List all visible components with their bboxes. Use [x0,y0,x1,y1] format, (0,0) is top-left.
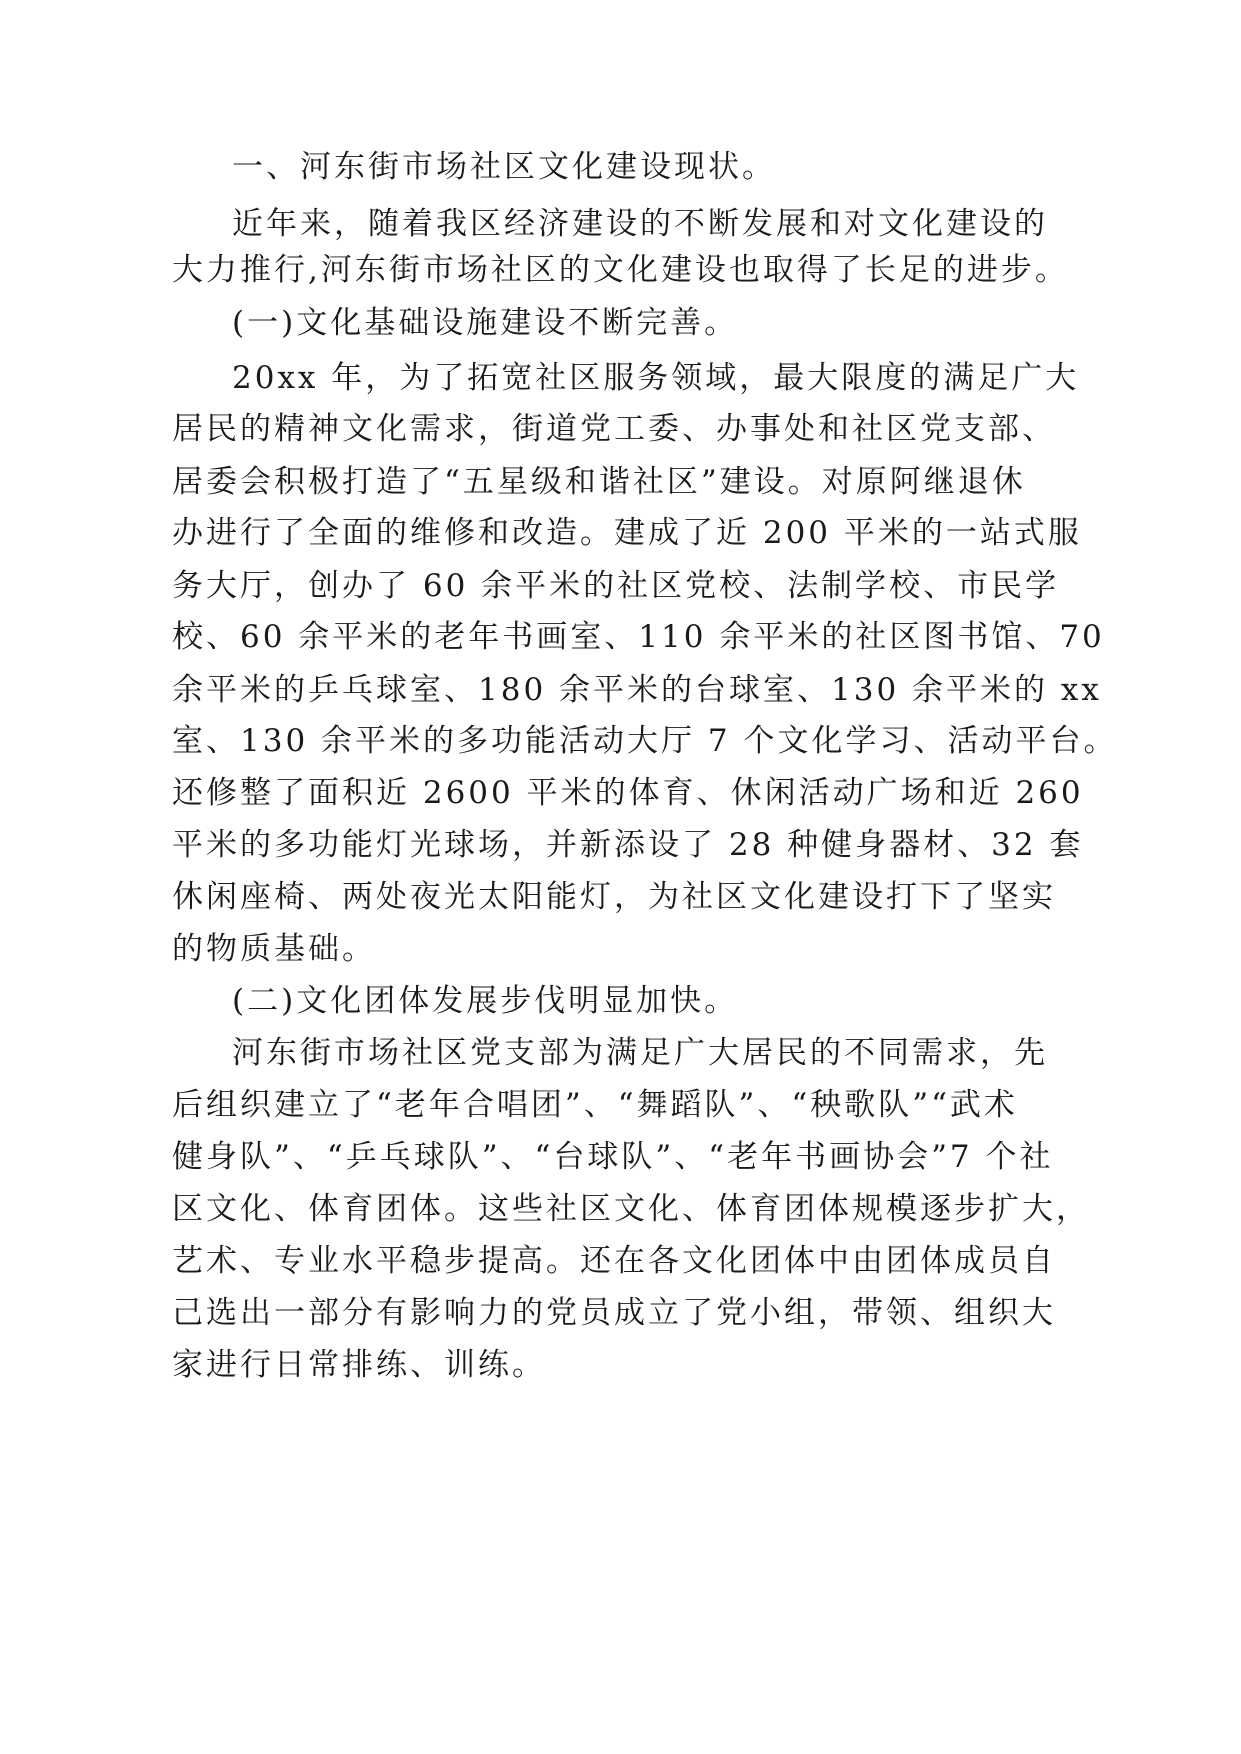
text-line-5: 20xx 年，为了拓宽社区服务领域，最大限度的满足广大 [232,360,1080,396]
text-line-17: (二)文化团体发展步伐明显加快。 [232,983,739,1019]
text-line-21: 区文化、体育团体。这些社区文化、体育团体规模逐步扩大， [172,1191,1090,1227]
text-line-13: 还修整了面积近 2600 平米的体育、休闲活动广场和近 260 [172,775,1084,811]
text-line-16: 的物质基础。 [172,931,376,967]
text-line-19: 后组织建立了“老年合唱团”、“舞蹈队”、“秧歌队”“武术 [172,1087,1018,1123]
text-line-15: 休闲座椅、两处夜光太阳能灯，为社区文化建设打下了坚实 [172,879,1056,915]
text-line-7: 居委会积极打造了“五星级和谐社区”建设。对原阿继退休 [172,464,1026,500]
text-line-6: 居民的精神文化需求，街道党工委、办事处和社区党支部、 [172,411,1056,447]
text-line-20: 健身队”、“乒乓球队”、“台球队”、“老年书画协会”7 个社 [172,1139,1054,1175]
text-line-4: (一)文化基础设施建设不断完善。 [232,305,739,341]
text-line-10: 校、60 余平米的老年书画室、110 余平米的社区图书馆、70 [172,619,1105,655]
text-line-1: 一、河东街市场社区文化建设现状。 [232,149,776,185]
text-line-12: 室、130 余平米的多功能活动大厅 7 个文化学习、活动平台。 [172,723,1118,759]
text-line-14: 平米的多功能灯光球场，并新添设了 28 种健身器材、32 套 [172,827,1084,863]
text-line-18: 河东街市场社区党支部为满足广大居民的不同需求，先 [232,1035,1048,1071]
text-line-11: 余平米的乒乓球室、180 余平米的台球室、130 余平米的 xx [172,672,1102,708]
text-line-9: 务大厅，创办了 60 余平米的社区党校、法制学校、市民学 [172,568,1060,604]
text-line-2: 近年来，随着我区经济建设的不断发展和对文化建设的 [232,206,1048,242]
text-line-24: 家进行日常排练、训练。 [172,1347,546,1383]
text-line-8: 办进行了全面的维修和改造。建成了近 200 平米的一站式服 [172,515,1082,551]
text-line-23: 己选出一部分有影响力的党员成立了党小组，带领、组织大 [172,1295,1056,1331]
text-line-3: 大力推行,河东街市场社区的文化建设也取得了长足的进步。 [172,252,1069,288]
text-line-22: 艺术、专业水平稳步提高。还在各文化团体中由团体成员自 [172,1243,1056,1279]
